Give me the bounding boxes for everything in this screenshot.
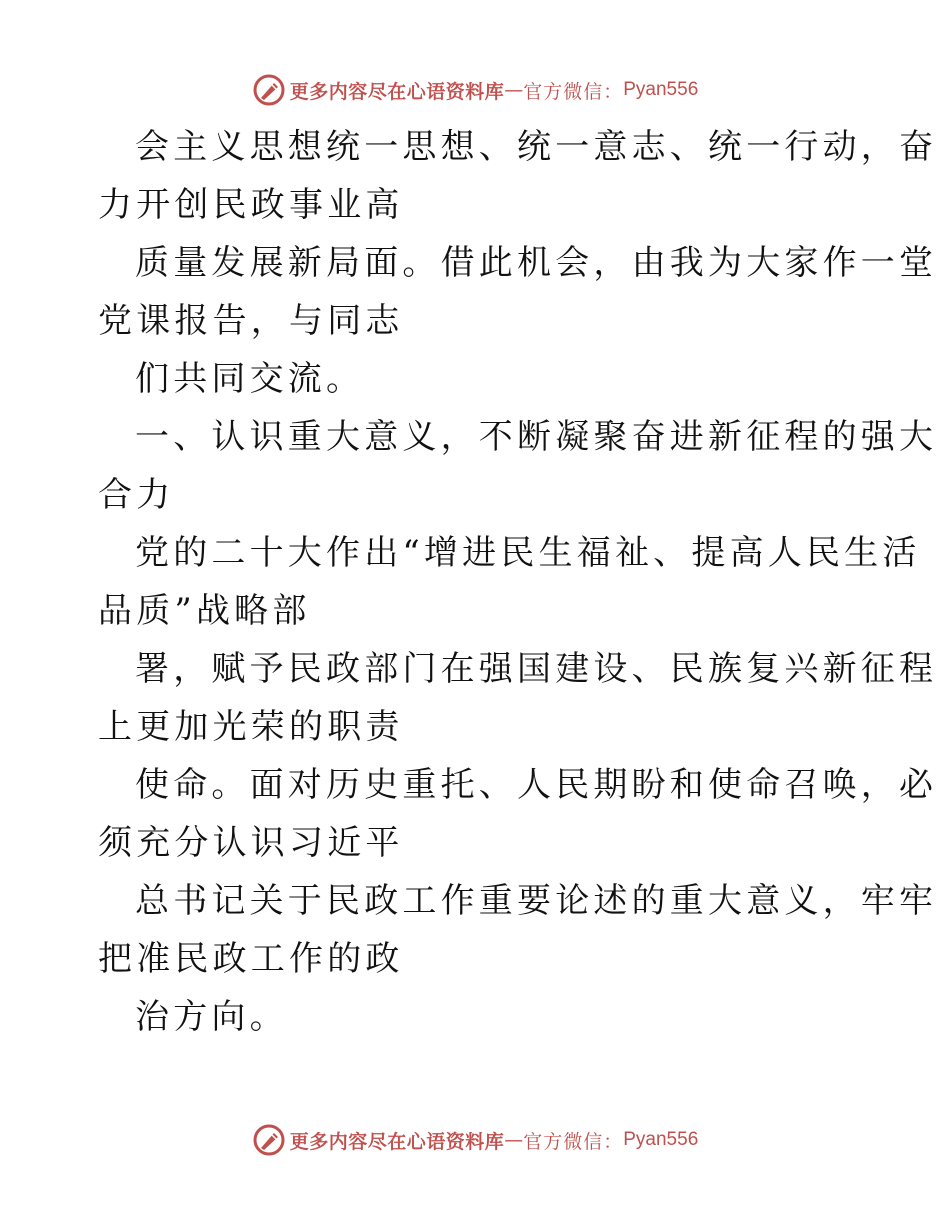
body-line-1: 会主义思想统一思想、统一意志、统一行动，奋: [135, 127, 938, 167]
header-watermark: [0, 70, 950, 110]
body-line-2: 力开创民政事业高: [98, 185, 404, 225]
body-line-14: 总书记关于民政工作重要论述的重大意义，牢牢: [135, 881, 938, 921]
body-line-12: 使命。面对历史重托、人民期盼和使命召唤，必: [135, 765, 938, 805]
document-body: [98, 118, 938, 1046]
banner-official-label: 官方微信：: [523, 80, 624, 103]
footer-watermark: [0, 1120, 950, 1160]
body-line-13: 须充分认识习近平: [98, 823, 404, 863]
banner-dash: —: [504, 79, 524, 101]
body-line-9: 品质”战略部: [98, 591, 311, 631]
body-line-5: 们共同交流。: [135, 359, 365, 399]
section-heading-1: 一、认识重大意义，不断凝聚奋进新征程的强大: [135, 417, 938, 457]
section-heading-1-cont: 合力: [98, 475, 175, 515]
banner-dash: —: [504, 1129, 524, 1151]
body-line-3: 质量发展新局面。借此机会，由我为大家作一堂: [135, 243, 938, 283]
banner-wechat-id: Pyan556: [623, 1129, 699, 1150]
banner-brand: 更多内容尽在心语资料库: [289, 1130, 505, 1153]
banner-brand: 更多内容尽在心语资料库: [289, 80, 505, 103]
body-line-8: 党的二十大作出“增进民生福祉、提高人民生活: [135, 533, 921, 573]
banner-official-label: 官方微信：: [523, 1130, 624, 1153]
body-line-11: 上更加光荣的职责: [98, 707, 404, 747]
body-line-10: 署，赋予民政部门在强国建设、民族复兴新征程: [135, 649, 938, 689]
body-line-15: 把准民政工作的政: [98, 939, 404, 979]
body-line-16: 治方向。: [135, 997, 288, 1037]
body-line-4: 党课报告，与同志: [98, 301, 404, 341]
pen-nib-icon: [252, 1123, 286, 1157]
banner-wechat-id: Pyan556: [623, 79, 699, 100]
pen-nib-icon: [252, 73, 286, 107]
